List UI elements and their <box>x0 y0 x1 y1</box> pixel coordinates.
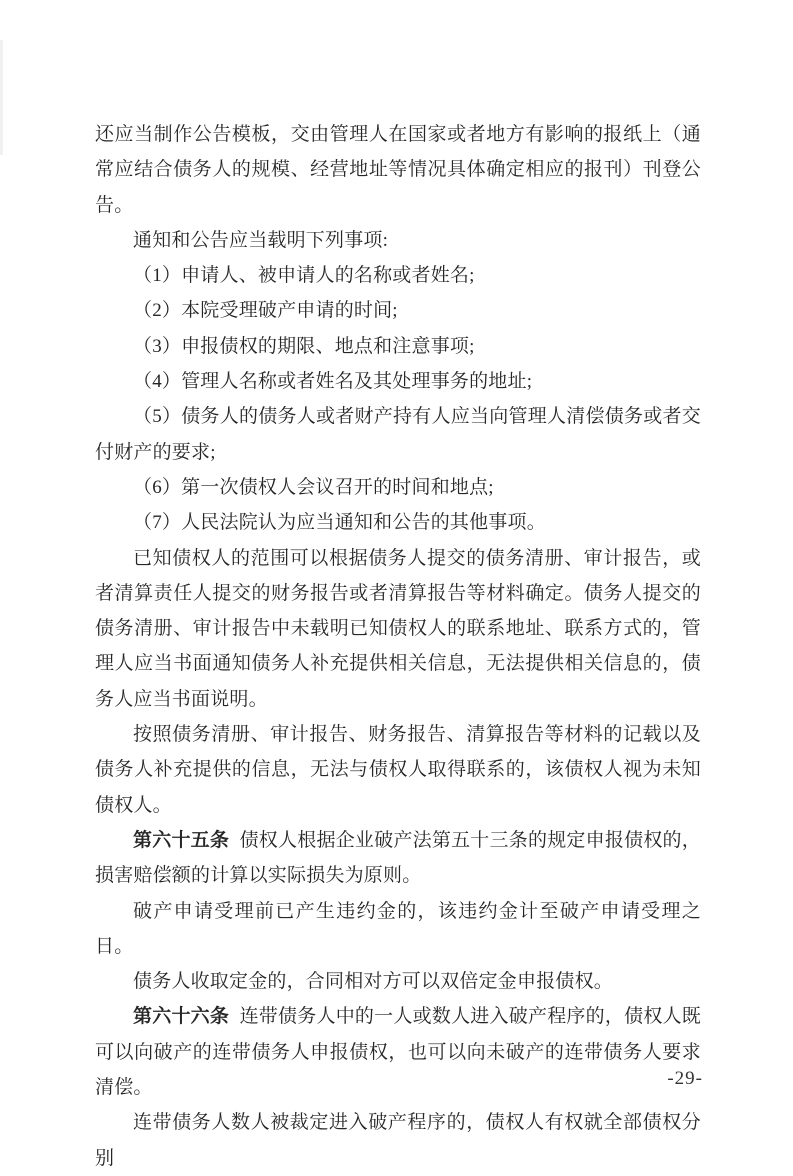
paragraph <box>95 999 701 1105</box>
paragraph-text: 债权人根据企业破产法第五十三条的规定申报债权的，损害赔偿额的计算以实际损失为原则。 <box>95 829 701 887</box>
paragraph <box>95 894 701 965</box>
paragraph <box>95 293 701 328</box>
paragraph <box>95 223 701 258</box>
paragraph <box>95 399 701 470</box>
paragraph <box>95 470 701 505</box>
paragraph-text: 连带债务人中的一人或数人进入破产程序的，债权人既可以向破产的连带债务人申报债权，也可以向未破产的连带债务人要求清偿。 <box>95 1006 701 1099</box>
paragraph-text: 还应当制作公告模板，交由管理人在国家或者地方有影响的报纸上（通常应结合债务人的规模、经营地址等情况具体确定相应的报刊）刊登公告。 <box>95 124 701 216</box>
paragraph <box>95 717 701 823</box>
paragraph <box>95 505 701 540</box>
paragraph-text: （7）人民法院认为应当通知和公告的其他事项。 <box>133 512 546 534</box>
paragraph-text: 通知和公告应当载明下列事项: <box>133 229 389 251</box>
paragraph <box>95 117 701 223</box>
paragraph-text: （3）申报债权的期限、地点和注意事项; <box>133 335 475 357</box>
article-number: 第六十六条 <box>133 1006 230 1028</box>
paragraph-text: 连带债务人数人被裁定进入破产程序的，债权人有权就全部债权分别 <box>95 1112 701 1169</box>
paragraph-text: （4）管理人名称或者姓名及其处理事务的地址; <box>133 371 533 393</box>
paragraph <box>95 823 701 894</box>
paragraph-text: （6）第一次债权人会议召开的时间和地点; <box>133 476 494 498</box>
document-body <box>95 117 701 1176</box>
paragraph-text: 已知债权人的范围可以根据债务人提交的债务清册、审计报告，或者清算责任人提交的财务报告或者清算报告等材料确定。债务人提交的债务清册、审计报告中未载明已知债权人的联系地址、联系方式的，管理人应当书面通知债务人补充提供相关信息，无法提供相关信息的，债务人应当书面说明。 <box>95 547 701 710</box>
paragraph <box>95 258 701 293</box>
paragraph-text: 破产申请受理前已产生违约金的，该违约金计至破产申请受理之日。 <box>95 900 701 957</box>
paragraph-text: （2）本院受理破产申请的时间; <box>133 300 398 322</box>
paragraph-text: 按照债务清册、审计报告、财务报告、清算报告等材料的记载以及债务人补充提供的信息，无法与债权人取得联系的，该债权人视为未知债权人。 <box>95 724 701 816</box>
scan-edge-artifact <box>0 40 3 155</box>
paragraph-text: 债务人收取定金的，合同相对方可以双倍定金申报债权。 <box>133 971 614 993</box>
article-number: 第六十五条 <box>133 829 230 851</box>
paragraph-text: （5）债务人的债务人或者财产持有人应当向管理人清偿债务或者交付财产的要求; <box>95 406 701 463</box>
paragraph <box>95 964 701 999</box>
paragraph <box>95 364 701 399</box>
page-number: -29- <box>667 1068 703 1089</box>
paragraph-text: （1）申请人、被申请人的名称或者姓名; <box>133 265 475 287</box>
paragraph <box>95 1105 701 1176</box>
paragraph <box>95 329 701 364</box>
paragraph <box>95 541 701 717</box>
